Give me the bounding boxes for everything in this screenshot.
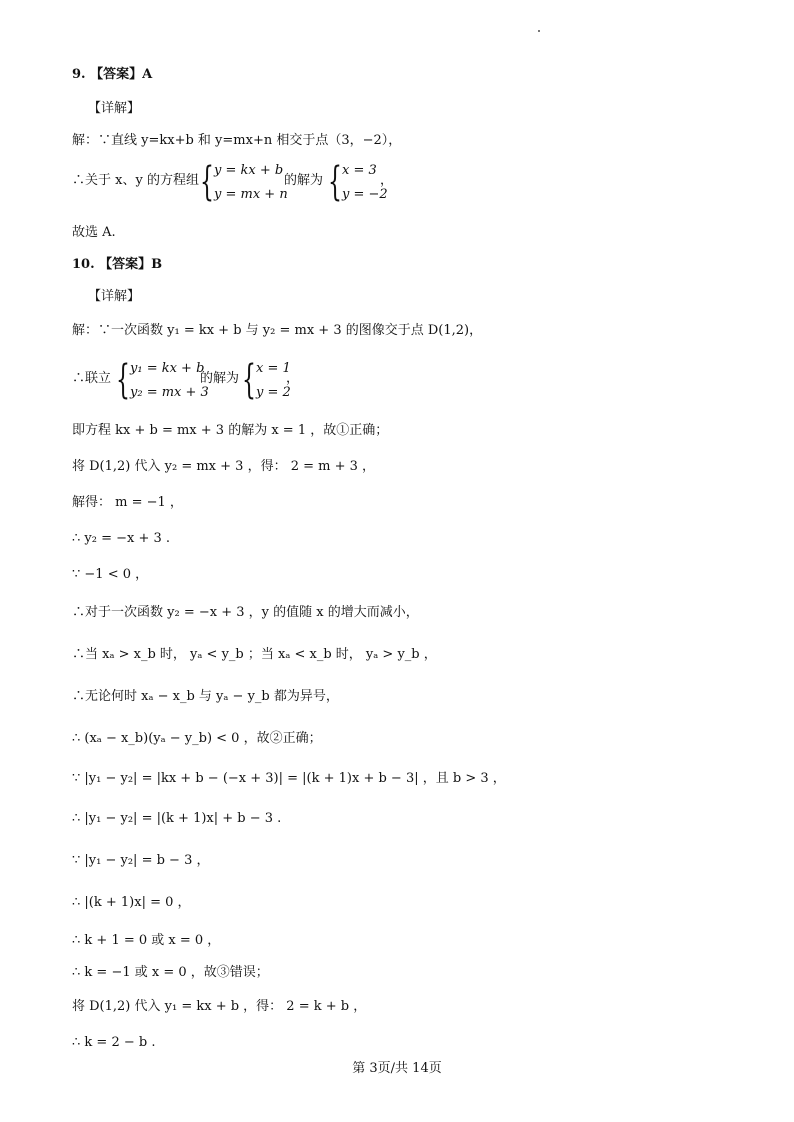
q9-line-3: 故选 A.: [72, 225, 116, 240]
q10-line-1: 解：∵一次函数 y₁ = kx + b 与 y₂ = mx + 3 的图像交于点 D(1,2)，: [72, 323, 483, 338]
q10-system-mid: 的解为: [200, 371, 240, 386]
q10-line-8: ∴对于一次函数 y₂ = −x + 3 ，y 的值随 x 的增大而减小，: [72, 605, 419, 620]
q10-line-6: ∴ y₂ = −x + 3 .: [72, 531, 171, 546]
q10-line-12: ∵ |y₁ − y₂| = |kx + b − (−x + 3)| = |(k + 1)x + b − 3| ，且 b > 3 ，: [72, 771, 506, 786]
q10-system-eq1: y₁ = kx + b: [130, 361, 205, 376]
q10-line-15: ∴ |(k + 1)x| = 0 ，: [72, 895, 191, 910]
q10-line-18: 将 D(1,2) 代入 y₁ = kx + b ，得： 2 = k + b ，: [72, 999, 367, 1014]
q10-system-prefix: ∴联立: [72, 371, 112, 386]
q9-detail-heading: 【详解】: [88, 101, 141, 116]
q10-line-16: ∴ k + 1 = 0 或 x = 0 ，: [72, 933, 221, 948]
q9-title: 9. 【答案】A: [72, 67, 153, 82]
left-brace-icon: {: [200, 159, 214, 205]
left-brace-icon: {: [328, 159, 342, 205]
scan-dot: [538, 30, 540, 32]
q10-line-17: ∴ k = −1 或 x = 0 ，故③错误；: [72, 965, 269, 980]
q9-system-eq1: y = kx + b: [214, 163, 284, 178]
q10-line-11: ∴ (xₐ − x_b)(yₐ − y_b) < 0 ，故②正确；: [72, 731, 322, 746]
q10-line-5: 解得： m = −1 ，: [72, 495, 183, 510]
q10-system-eq2: y₂ = mx + 3: [130, 385, 209, 400]
q10-title: 10. 【答案】B: [72, 257, 163, 272]
q10-line-4: 将 D(1,2) 代入 y₂ = mx + 3 ，得： 2 = m + 3 ，: [72, 459, 376, 474]
left-brace-icon: {: [116, 357, 130, 403]
q10-line-3: 即方程 kx + b = mx + 3 的解为 x = 1 ，故①正确；: [72, 423, 389, 438]
q10-system-end: ，: [286, 371, 300, 386]
q10-detail-heading: 【详解】: [88, 289, 141, 304]
q10-line-13: ∴ |y₁ − y₂| = |(k + 1)x| + b − 3 .: [72, 811, 282, 826]
page-footer: 第 3页/共 14页: [352, 1061, 442, 1076]
q9-system-prefix: ∴关于 x、y 的方程组: [72, 173, 199, 188]
q10-line-7: ∵ −1 < 0 ，: [72, 567, 149, 582]
q9-line-1: 解：∵直线 y=kx+b 和 y=mx+n 相交于点（3，−2），: [72, 133, 402, 148]
left-brace-icon: {: [242, 357, 256, 403]
q10-line-9: ∴当 xₐ > x_b 时， yₐ < y_b ；当 xₐ < x_b 时， yₐ > y_b ，: [72, 647, 437, 662]
q10-solution-eq1: x = 1: [256, 361, 291, 376]
q10-line-19: ∴ k = 2 − b .: [72, 1035, 156, 1050]
q10-solution-eq2: y = 2: [256, 385, 291, 400]
q9-system-end: ，: [380, 173, 394, 188]
q10-line-14: ∵ |y₁ − y₂| = b − 3 ，: [72, 853, 210, 868]
q9-system-mid: 的解为: [284, 173, 324, 188]
q10-line-10: ∴无论何时 xₐ − x_b 与 yₐ − y_b 都为异号，: [72, 689, 339, 704]
q9-solution-eq2: y = −2: [342, 187, 388, 202]
q9-solution-eq1: x = 3: [342, 163, 377, 178]
q9-system-eq2: y = mx + n: [214, 187, 288, 202]
